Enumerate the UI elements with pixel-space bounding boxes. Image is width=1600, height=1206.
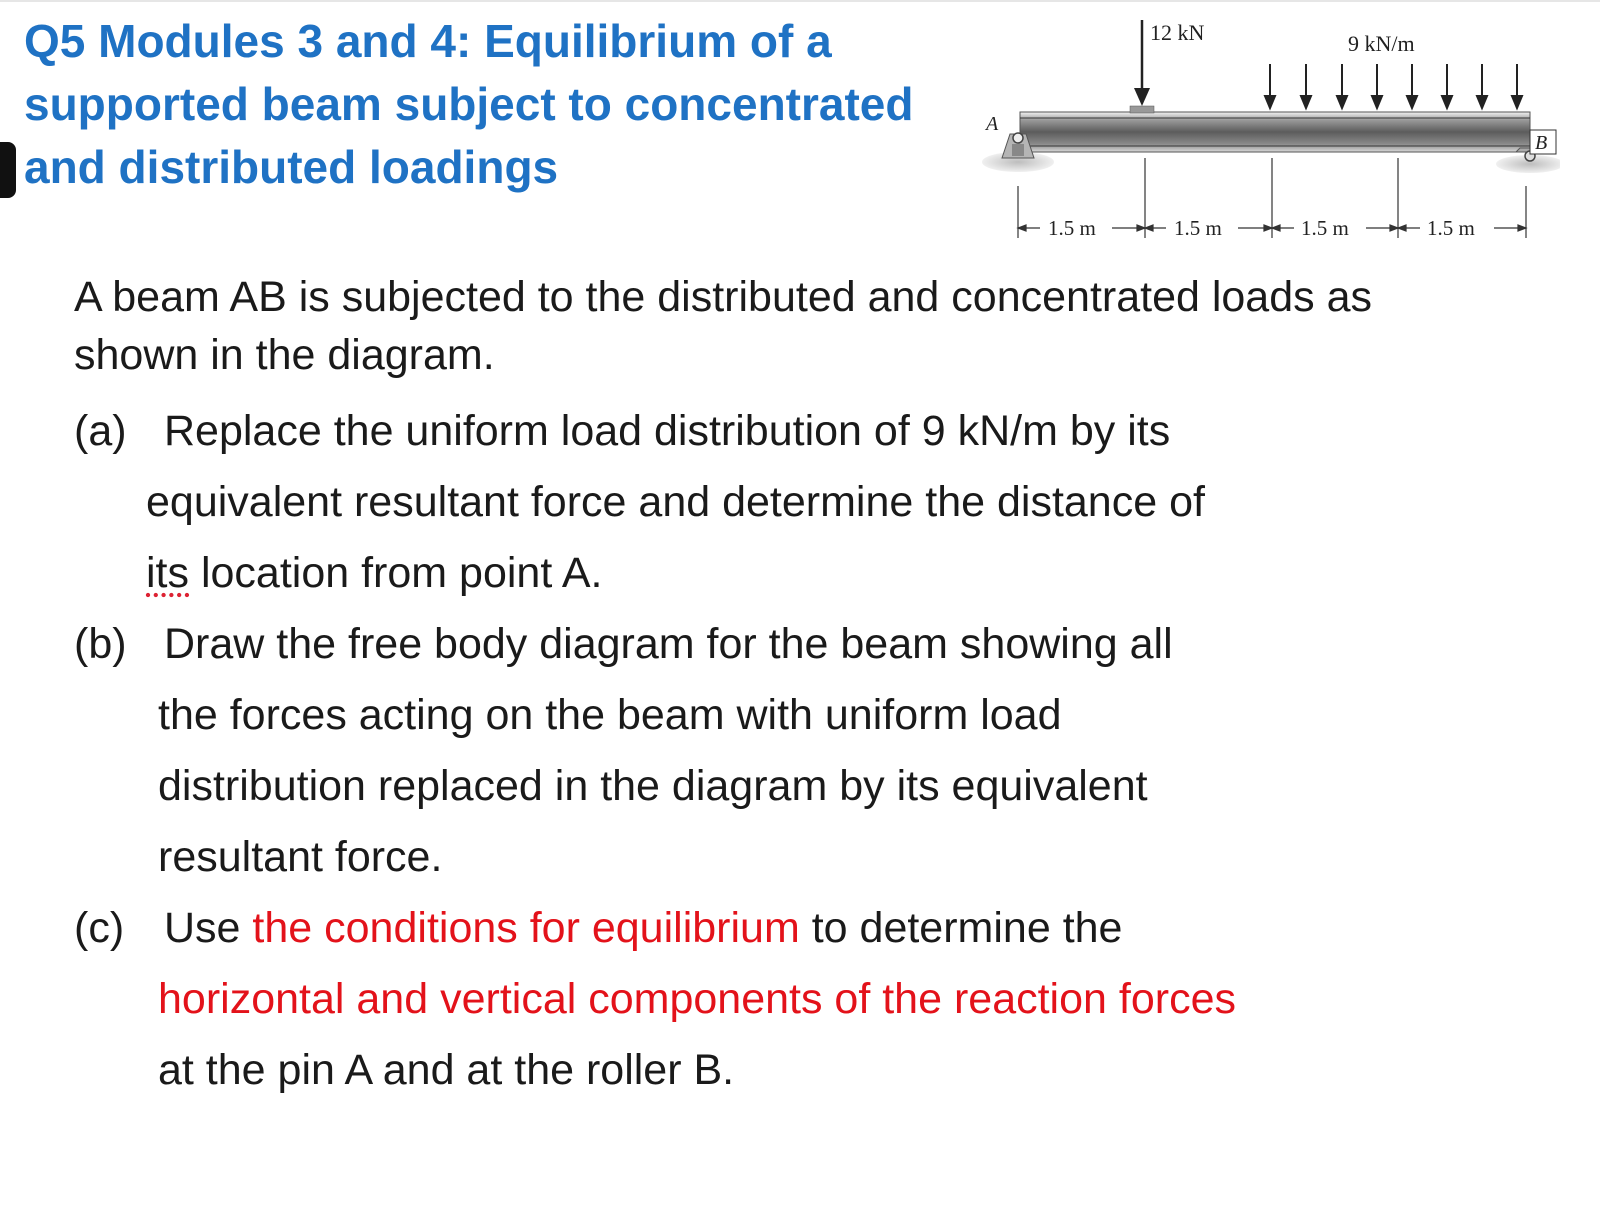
title-line-3: and distributed loadings [24,141,559,193]
label-a: A [986,113,999,135]
part-a [74,396,1574,609]
intro-line-1: A beam AB is subjected to the distributed and concentrated loads as [74,273,1372,321]
span-label-1: 1.5 m [1048,216,1096,240]
distributed-load-arrows [1265,64,1522,108]
part-c-highlight-2: horizontal and vertical components of the reaction forces [158,975,1236,1023]
part-c-line-1-post: to determine the [799,904,1123,952]
part-c-line-3: at the pin A and at the roller B. [158,1046,735,1094]
part-c-label: (c) [74,904,125,952]
part-c [74,893,1574,1106]
part-a-line-3: location from point A. [189,549,603,597]
distributed-load-label: 9 kN/m [1348,31,1415,56]
title-line-1: Q5 Modules 3 and 4: Equilibrium of a [24,15,832,67]
label-b: B [1535,132,1548,154]
title-line-2: supported beam subject to concentrated [24,78,914,130]
part-c-highlight-1: the conditions for equilibrium [252,904,800,952]
span-label-2: 1.5 m [1174,216,1222,240]
part-b-line-4: resultant force. [158,833,443,881]
part-b-label: (b) [74,620,127,668]
beam-diagram [980,6,1560,246]
span-label-4: 1.5 m [1427,216,1475,240]
point-load-label: 12 kN [1150,20,1205,45]
part-a-line-2: equivalent resultant force and determine the distance of [146,478,1205,526]
top-border [0,0,1600,2]
part-b-line-2: the forces acting on the beam with uniform load [158,691,1062,739]
intro-line-2: shown in the diagram. [74,331,495,379]
part-c-line-1-pre: Use [164,904,253,952]
span-label-3: 1.5 m [1301,216,1349,240]
part-a-label: (a) [74,407,127,455]
question-body [74,268,1574,1106]
part-a-underlined-word: its [146,549,189,597]
intro-paragraph [74,268,1574,384]
part-b-line-3: distribution replaced in the diagram by its equivalent [158,762,1148,810]
page-title [24,10,964,199]
part-a-line-1: Replace the uniform load distribution of 9 kN/m by its [164,407,1171,455]
part-b [74,609,1574,893]
slide-marker [0,142,16,198]
part-b-line-1: Draw the free body diagram for the beam showing all [164,620,1173,668]
